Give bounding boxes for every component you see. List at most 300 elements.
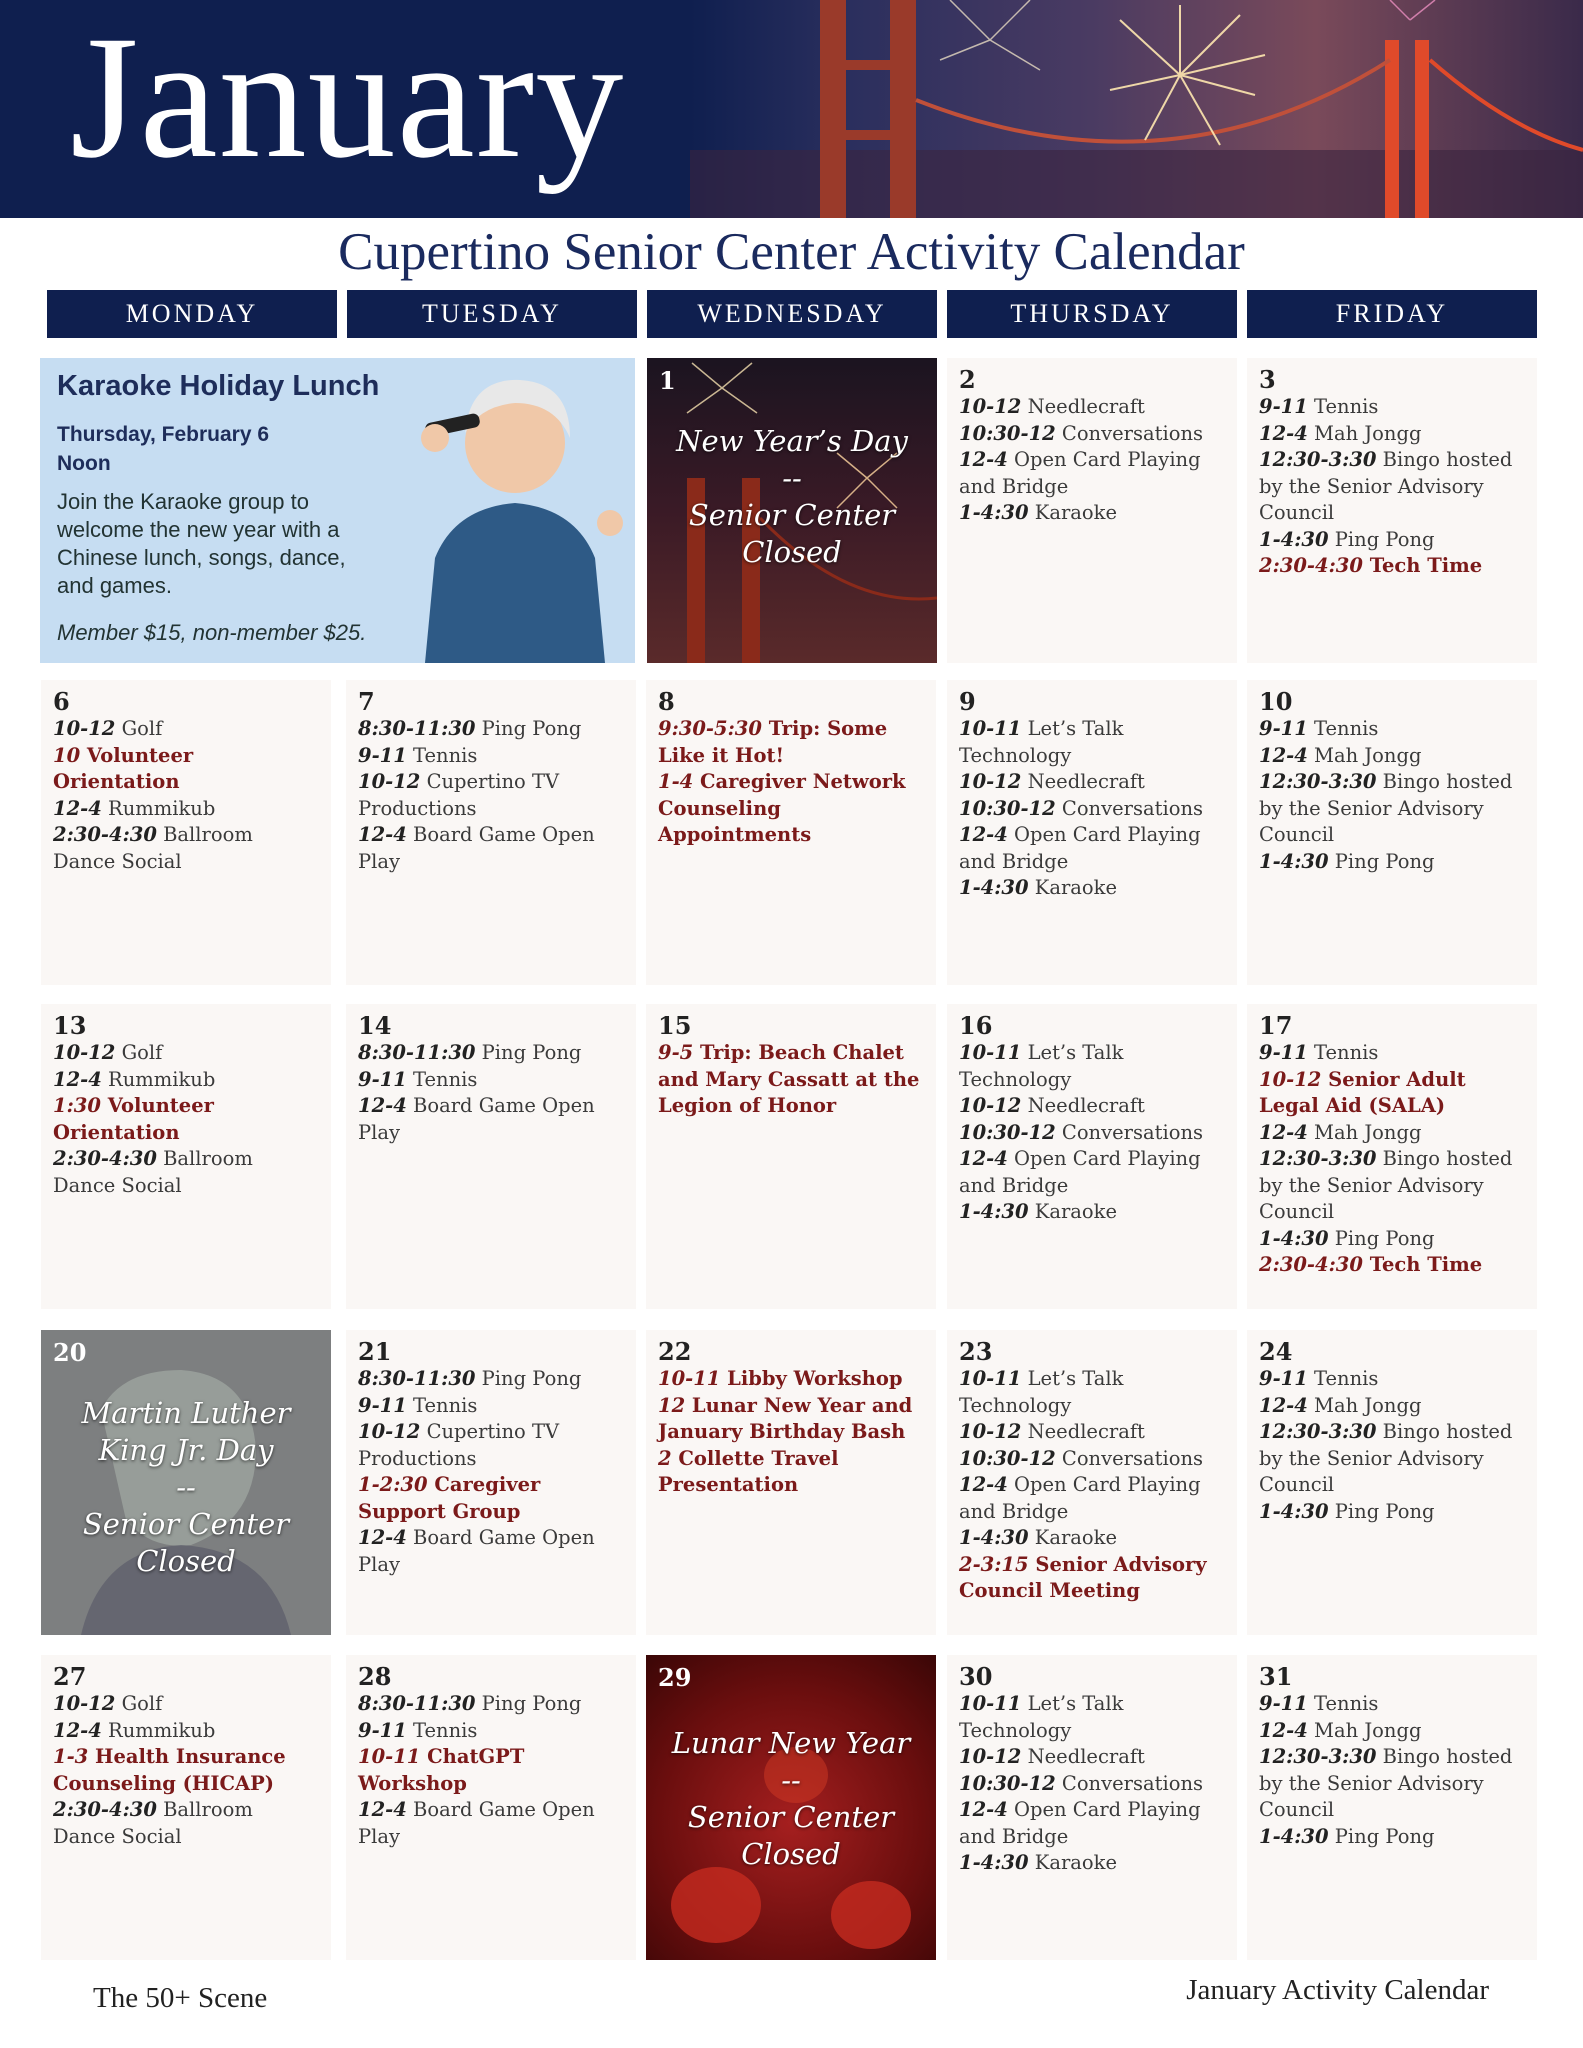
event-time: 1-4:30 — [1259, 1824, 1329, 1848]
day-number: 9 — [959, 687, 976, 716]
day-number: 24 — [1259, 1337, 1293, 1366]
event-time: 10-12 — [959, 1094, 1022, 1117]
event-time: 1-4:30 — [1259, 1499, 1329, 1523]
event-time: 10-12 — [358, 1420, 421, 1443]
event-time: 12-4 — [1259, 743, 1308, 767]
event-time: 10-11 — [959, 1692, 1022, 1715]
event-name: Open Card Playing and Bridge — [959, 1147, 1207, 1197]
event-time: 1-4:30 — [959, 501, 1029, 524]
event-item — [358, 1472, 624, 1525]
day-cell-21 — [346, 1330, 636, 1635]
event-time: 10:30-12 — [959, 1120, 1056, 1144]
day-cell-10 — [1247, 680, 1537, 985]
event-item — [959, 1446, 1225, 1473]
cell-jan-29-closed — [646, 1655, 936, 1960]
event-item — [959, 716, 1225, 769]
event-item — [358, 743, 624, 770]
event-name: Volunteer Orientation — [53, 743, 200, 793]
event-time: 10-12 — [959, 395, 1022, 418]
event-time: 12-4 — [959, 448, 1008, 471]
event-time: 12-4 — [1259, 1393, 1308, 1417]
event-item — [1259, 1146, 1525, 1226]
holiday-name: Martin Luther — [81, 1396, 291, 1430]
event-item — [658, 1393, 924, 1446]
event-item — [358, 1093, 624, 1146]
day-cell-15 — [646, 1004, 936, 1309]
promo-time: Noon — [57, 452, 111, 475]
day-number: 22 — [658, 1337, 692, 1366]
event-item — [358, 716, 624, 743]
closed-line: Senior Center — [82, 1507, 290, 1541]
day-number: 31 — [1259, 1662, 1293, 1691]
event-name: Tennis — [1307, 1367, 1379, 1390]
event-item — [959, 447, 1225, 500]
event-item — [1259, 1419, 1525, 1499]
holiday-name: King Jr. Day — [98, 1433, 274, 1467]
event-time: 12-4 — [959, 1147, 1008, 1170]
day-number: 21 — [358, 1337, 392, 1366]
event-name: Ping Pong — [1328, 1226, 1435, 1250]
event-time: 12-4 — [959, 1473, 1008, 1496]
day-cell-23 — [947, 1330, 1237, 1635]
day-number: 17 — [1259, 1011, 1293, 1040]
event-item — [1259, 1040, 1525, 1067]
closed-line: Closed — [136, 1544, 236, 1578]
event-time: 12-4 — [358, 1094, 407, 1117]
event-name: Tech Time — [1362, 1253, 1483, 1276]
day-cell-2 — [947, 358, 1237, 663]
event-item — [959, 1093, 1225, 1120]
event-time: 1-4:30 — [1259, 849, 1329, 873]
event-time: 10-11 — [358, 1745, 421, 1768]
event-time: 10-12 — [959, 1420, 1022, 1443]
event-item — [358, 769, 624, 822]
event-time: 10:30-12 — [959, 421, 1056, 445]
event-item — [959, 394, 1225, 421]
event-time: 12-4 — [53, 1718, 102, 1742]
event-name: Let’s Talk Technology — [959, 1367, 1130, 1417]
event-time: 2:30-4:30 — [53, 1798, 157, 1821]
event-name: Board Game Open Play — [358, 823, 601, 873]
day-number: 30 — [959, 1662, 993, 1691]
event-name: Board Game Open Play — [358, 1798, 601, 1848]
event-time: 8:30-11:30 — [358, 1692, 476, 1715]
event-time: 2 — [658, 1446, 672, 1470]
event-time: 12 — [658, 1393, 686, 1417]
event-time: 9-11 — [358, 743, 407, 767]
event-item — [358, 1067, 624, 1094]
event-name: Ping Pong — [1328, 1499, 1435, 1523]
event-item — [358, 1718, 624, 1745]
event-time: 9:30-5:30 — [658, 717, 762, 740]
event-item — [53, 1067, 319, 1094]
day-number: 13 — [53, 1011, 87, 1040]
event-name: Tennis — [1307, 717, 1379, 740]
calendar-title: Cupertino Senior Center Activity Calendar — [338, 223, 1245, 281]
event-time: 12-4 — [53, 1067, 102, 1091]
day-cell-24 — [1247, 1330, 1537, 1635]
day-cell-27 — [41, 1655, 331, 1960]
event-name: Conversations — [1055, 1771, 1204, 1795]
separator: -- — [781, 1763, 801, 1797]
event-time: 9-11 — [1259, 1041, 1308, 1064]
day-cell-31 — [1247, 1655, 1537, 1960]
event-item — [658, 716, 924, 769]
event-name: Mah Jongg — [1307, 1120, 1422, 1144]
event-name: Cupertino TV Productions — [358, 1420, 566, 1470]
event-time: 9-11 — [358, 1067, 407, 1091]
footer-publication: The 50+ Scene — [93, 1982, 268, 2014]
event-item — [1259, 1252, 1525, 1279]
event-name: Mah Jongg — [1307, 1718, 1422, 1742]
event-item — [959, 1472, 1225, 1525]
event-name: Karaoke — [1028, 1851, 1118, 1874]
event-name: Bingo hosted by the Senior Advisory Council — [1259, 448, 1519, 524]
event-item — [53, 1691, 319, 1718]
event-time: 10 — [53, 743, 81, 767]
day-header-monday: MONDAY — [47, 290, 337, 338]
day-cell-7 — [346, 680, 636, 985]
event-item — [959, 1366, 1225, 1419]
event-time: 12-4 — [53, 796, 102, 820]
day-cell-14 — [346, 1004, 636, 1309]
event-name: Bingo hosted by the Senior Advisory Council — [1259, 1745, 1519, 1821]
event-name: Bingo hosted by the Senior Advisory Council — [1259, 1420, 1519, 1496]
event-time: 9-11 — [1259, 395, 1308, 418]
event-time: 1-4:30 — [1259, 527, 1329, 551]
closed-message — [41, 1395, 331, 1580]
event-time: 12-4 — [358, 1798, 407, 1821]
event-time: 9-11 — [1259, 717, 1308, 740]
event-name: Volunteer Orientation — [53, 1094, 221, 1144]
day-number: 14 — [358, 1011, 392, 1040]
event-name: Tennis — [406, 743, 478, 767]
event-name: Ping Pong — [475, 1041, 582, 1064]
event-name: Tennis — [406, 1393, 478, 1417]
event-time: 8:30-11:30 — [358, 1367, 476, 1390]
event-item — [1259, 1718, 1525, 1745]
event-item — [358, 1366, 624, 1393]
day-number: 27 — [53, 1662, 87, 1691]
event-name: Collette Travel Presentation — [658, 1446, 846, 1496]
event-item — [658, 769, 924, 849]
closed-message — [646, 1725, 936, 1873]
event-item — [358, 1393, 624, 1420]
event-item — [959, 1691, 1225, 1744]
event-item — [358, 1040, 624, 1067]
event-item — [959, 796, 1225, 823]
event-time: 12-4 — [358, 1526, 407, 1549]
event-name: Karaoke — [1028, 876, 1118, 899]
day-cell-28 — [346, 1655, 636, 1960]
event-name: Needlecraft — [1021, 1420, 1145, 1443]
event-name: Conversations — [1055, 1120, 1204, 1144]
event-name: Ballroom Dance Social — [53, 1798, 260, 1848]
event-time: 10-11 — [959, 1367, 1022, 1390]
event-name: ChatGPT Workshop — [358, 1745, 532, 1795]
day-header-tuesday: TUESDAY — [347, 290, 637, 338]
event-item — [1259, 1499, 1525, 1526]
event-name: Golf — [115, 717, 163, 740]
event-item — [658, 1366, 924, 1393]
day-number: 20 — [53, 1338, 87, 1367]
holiday-name: New Year’s Day — [676, 424, 908, 458]
event-item — [358, 1797, 624, 1850]
event-time: 12-4 — [1259, 1718, 1308, 1742]
event-item — [358, 822, 624, 875]
day-header-wednesday: WEDNESDAY — [647, 290, 937, 338]
event-time: 1:30 — [53, 1094, 101, 1117]
promo-title: Karaoke Holiday Lunch — [57, 370, 380, 402]
promo-date: Thursday, February 6 — [57, 423, 270, 446]
event-time: 10-12 — [959, 770, 1022, 793]
event-name: Libby Workshop — [720, 1367, 903, 1390]
event-item — [1259, 421, 1525, 448]
day-number: 1 — [659, 366, 676, 395]
event-item — [53, 1146, 319, 1199]
event-name: Tennis — [1307, 395, 1379, 418]
event-item — [53, 1040, 319, 1067]
day-cell-17 — [1247, 1004, 1537, 1309]
day-cell-22 — [646, 1330, 936, 1635]
separator: -- — [782, 461, 802, 495]
event-time: 10:30-12 — [959, 1446, 1056, 1470]
event-name: Tennis — [1307, 1041, 1379, 1064]
event-name: Needlecraft — [1021, 1094, 1145, 1117]
event-time: 2-3:15 — [959, 1552, 1029, 1576]
event-time: 12:30-3:30 — [1259, 448, 1377, 471]
event-item — [1259, 1226, 1525, 1253]
event-name: Board Game Open Play — [358, 1094, 601, 1144]
event-name: Tech Time — [1362, 554, 1483, 577]
event-name: Ballroom Dance Social — [53, 1147, 260, 1197]
karaoke-singer-photo — [395, 358, 635, 663]
event-item — [53, 1797, 319, 1850]
event-name: Senior Adult Legal Aid (SALA) — [1259, 1067, 1473, 1117]
karaoke-promo — [40, 358, 635, 663]
event-name: Ballroom Dance Social — [53, 823, 260, 873]
closed-line: Closed — [742, 535, 842, 569]
event-item — [1259, 1691, 1525, 1718]
month-title: January — [70, 0, 625, 195]
event-item — [1259, 716, 1525, 743]
event-time: 12:30-3:30 — [1259, 770, 1377, 793]
day-header-thursday: THURSDAY — [947, 290, 1237, 338]
event-item — [358, 1691, 624, 1718]
event-name: Let’s Talk Technology — [959, 717, 1130, 767]
event-time: 10-12 — [53, 717, 116, 740]
event-time: 8:30-11:30 — [358, 717, 476, 740]
event-time: 1-3 — [53, 1745, 89, 1768]
event-name: Let’s Talk Technology — [959, 1692, 1130, 1742]
event-time: 10-12 — [1259, 1067, 1322, 1091]
cell-jan-20-closed — [41, 1330, 331, 1635]
event-name: Bingo hosted by the Senior Advisory Council — [1259, 770, 1519, 846]
event-item — [959, 1850, 1225, 1877]
fireworks-bridge-photo — [690, 0, 1583, 218]
event-time: 9-11 — [1259, 1367, 1308, 1390]
event-time: 1-4 — [658, 770, 694, 793]
event-item — [1259, 1744, 1525, 1824]
event-item — [1259, 1120, 1525, 1147]
event-item — [959, 1146, 1225, 1199]
footer-page-title: January Activity Calendar — [1186, 1974, 1489, 2006]
event-item — [959, 1525, 1225, 1552]
event-name: Ping Pong — [1328, 849, 1435, 873]
event-name: Ping Pong — [475, 1367, 582, 1390]
event-name: Karaoke — [1028, 1200, 1118, 1223]
event-name: Rummikub — [101, 1067, 216, 1091]
header-banner — [0, 0, 1583, 218]
event-time: 9-5 — [658, 1041, 694, 1064]
event-item — [358, 1525, 624, 1578]
event-time: 10-11 — [959, 1041, 1022, 1064]
event-item — [959, 421, 1225, 448]
event-time: 10-11 — [658, 1367, 721, 1390]
event-name: Lunar New Year and January Birthday Bash — [658, 1393, 920, 1443]
event-item — [1259, 527, 1525, 554]
event-name: Mah Jongg — [1307, 743, 1422, 767]
event-item — [1259, 743, 1525, 770]
event-name: Golf — [115, 1692, 163, 1715]
event-item — [959, 500, 1225, 527]
event-name: Tennis — [406, 1067, 478, 1091]
cell-jan-1-closed — [647, 358, 937, 663]
event-item — [959, 1199, 1225, 1226]
day-cell-6 — [41, 680, 331, 985]
event-time: 2:30-4:30 — [53, 823, 157, 846]
day-number: 29 — [658, 1663, 692, 1692]
event-item — [959, 769, 1225, 796]
event-name: Needlecraft — [1021, 1745, 1145, 1768]
event-time: 12-4 — [959, 823, 1008, 846]
event-item — [959, 875, 1225, 902]
day-number: 8 — [658, 687, 675, 716]
event-item — [53, 1093, 319, 1146]
event-name: Mah Jongg — [1307, 421, 1422, 445]
event-time: 9-11 — [1259, 1692, 1308, 1715]
day-cell-30 — [947, 1655, 1237, 1960]
event-time: 10-12 — [959, 1745, 1022, 1768]
event-time: 10:30-12 — [959, 796, 1056, 820]
event-item — [1259, 553, 1525, 580]
promo-price: Member $15, non-member $25. — [57, 620, 367, 645]
event-item — [959, 1552, 1225, 1605]
event-item — [53, 716, 319, 743]
event-time: 2:30-4:30 — [53, 1147, 157, 1170]
event-time: 1-2:30 — [358, 1473, 428, 1496]
event-item — [658, 1446, 924, 1499]
event-item — [358, 1419, 624, 1472]
event-item — [959, 1419, 1225, 1446]
event-item — [959, 1120, 1225, 1147]
day-number: 3 — [1259, 365, 1276, 394]
event-name: Karaoke — [1028, 1526, 1118, 1549]
event-time: 1-4:30 — [959, 1526, 1029, 1549]
event-name: Conversations — [1055, 796, 1204, 820]
event-item — [959, 1771, 1225, 1798]
event-name: Tennis — [406, 1718, 478, 1742]
event-name: Health Insurance Counseling (HICAP) — [53, 1745, 293, 1795]
day-number: 6 — [53, 687, 70, 716]
event-name: Golf — [115, 1041, 163, 1064]
event-item — [658, 1040, 927, 1120]
day-number: 28 — [358, 1662, 392, 1691]
promo-when — [57, 420, 317, 478]
event-time: 12-4 — [1259, 1120, 1308, 1144]
event-time: 9-11 — [358, 1393, 407, 1417]
event-name: Let’s Talk Technology — [959, 1041, 1130, 1091]
day-number: 23 — [959, 1337, 993, 1366]
event-name: Rummikub — [101, 1718, 216, 1742]
event-name: Needlecraft — [1021, 770, 1145, 793]
day-cell-16 — [947, 1004, 1237, 1309]
event-item — [1259, 394, 1525, 421]
day-number: 16 — [959, 1011, 993, 1040]
closed-line: Senior Center — [687, 1800, 895, 1834]
event-name: Ping Pong — [1328, 1824, 1435, 1848]
event-name: Open Card Playing and Bridge — [959, 448, 1207, 498]
event-name: Conversations — [1055, 1446, 1204, 1470]
event-time: 10-12 — [53, 1041, 116, 1064]
holiday-name: Lunar New Year — [671, 1726, 911, 1760]
event-item — [1259, 447, 1525, 527]
event-time: 2:30-4:30 — [1259, 554, 1363, 577]
closed-message — [647, 423, 937, 571]
event-time: 12:30-3:30 — [1259, 1147, 1377, 1170]
event-name: Karaoke — [1028, 501, 1118, 524]
day-cell-8 — [646, 680, 936, 985]
event-name: Caregiver Network Counseling Appointments — [658, 770, 913, 846]
event-item — [959, 822, 1225, 875]
event-time: 12-4 — [358, 823, 407, 846]
event-time: 10:30-12 — [959, 1771, 1056, 1795]
event-item — [1259, 1366, 1525, 1393]
event-item — [53, 1744, 319, 1797]
day-number: 15 — [658, 1011, 692, 1040]
event-item — [1259, 1067, 1525, 1120]
event-time: 1-4:30 — [959, 1200, 1029, 1223]
day-number: 7 — [358, 687, 375, 716]
event-item — [1259, 769, 1525, 849]
event-name: Conversations — [1055, 421, 1204, 445]
closed-line: Senior Center — [688, 498, 896, 532]
event-item — [1259, 1393, 1525, 1420]
event-name: Rummikub — [101, 796, 216, 820]
event-name: Mah Jongg — [1307, 1393, 1422, 1417]
event-time: 1-4:30 — [959, 1851, 1029, 1874]
day-header-friday: FRIDAY — [1247, 290, 1537, 338]
event-item — [53, 796, 319, 823]
event-name: Board Game Open Play — [358, 1526, 601, 1576]
event-time: 12:30-3:30 — [1259, 1420, 1377, 1443]
separator: -- — [176, 1470, 196, 1504]
event-name: Ping Pong — [1328, 527, 1435, 551]
event-name: Open Card Playing and Bridge — [959, 1798, 1207, 1848]
event-item — [53, 822, 319, 875]
event-time: 8:30-11:30 — [358, 1041, 476, 1064]
event-time: 1-4:30 — [1259, 1226, 1329, 1250]
day-number: 10 — [1259, 687, 1293, 716]
event-item — [53, 743, 319, 796]
day-number: 2 — [959, 365, 976, 394]
event-name: Ping Pong — [475, 717, 582, 740]
event-name: Open Card Playing and Bridge — [959, 1473, 1207, 1523]
event-item — [1259, 849, 1525, 876]
event-name: Trip: Some Like it Hot! — [658, 717, 895, 767]
event-item — [959, 1040, 1225, 1093]
event-time: 1-4:30 — [959, 876, 1029, 899]
